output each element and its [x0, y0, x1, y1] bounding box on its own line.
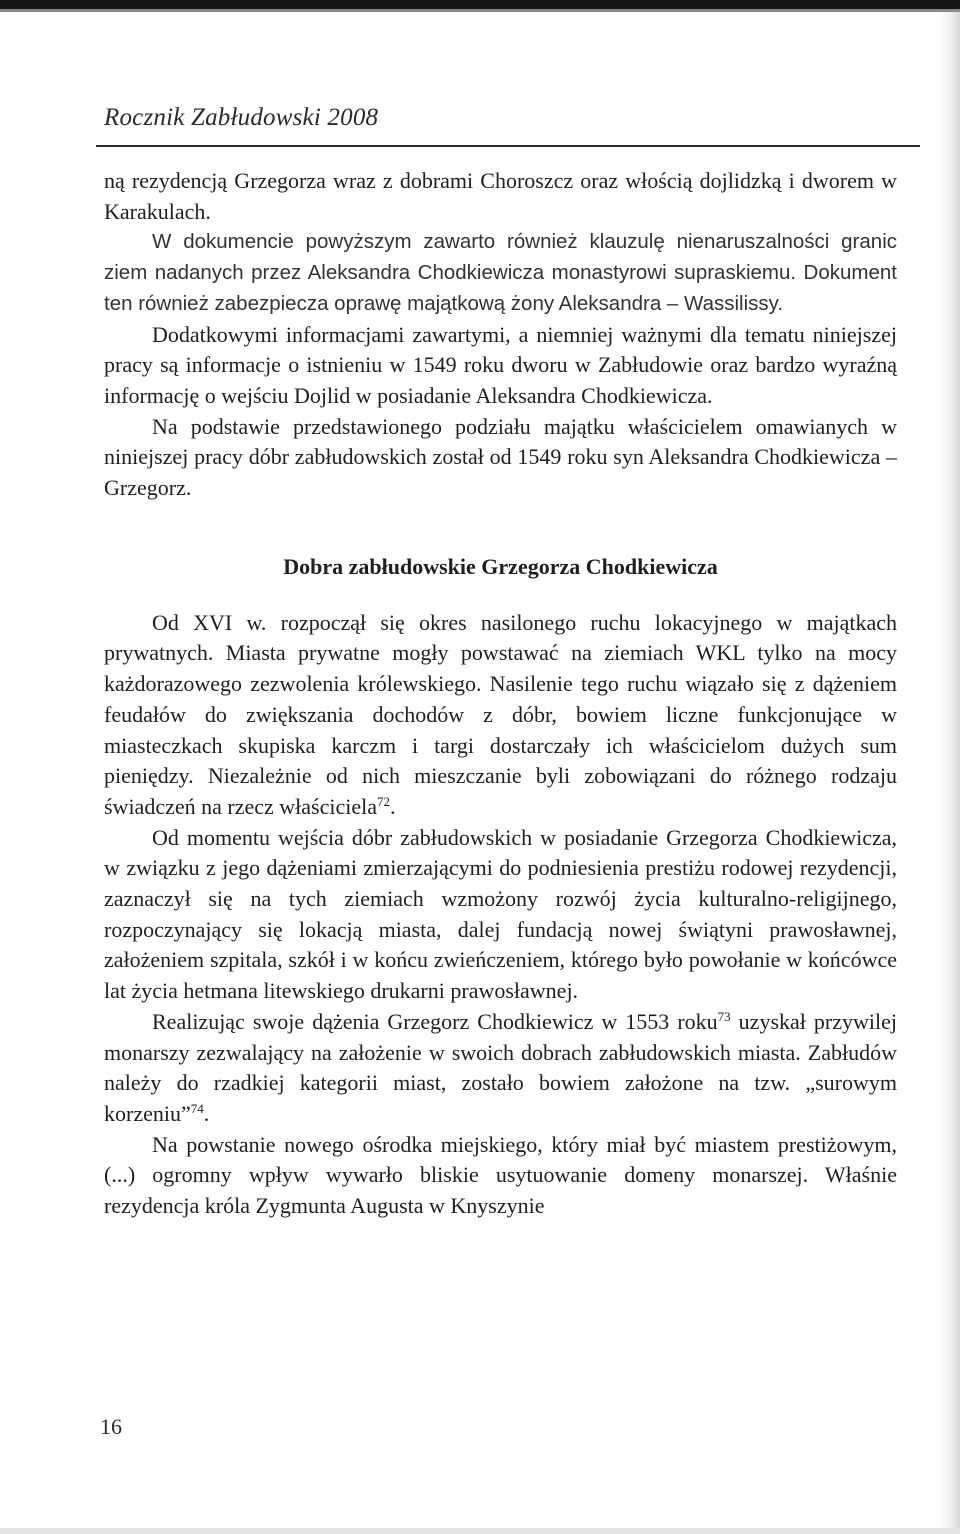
paragraph-end: . — [203, 1100, 210, 1126]
paragraph-clause: W dokumencie powyższym zawarto również klauzulę nienaruszalności granic ziem nadanych przez Aleksandra Chodkiewicza monastyrowi supraskiemu. Dokument ten również zabezpiecza oprawę majątkową żony Aleksandra – Wassilissy. — [104, 230, 897, 315]
spacer — [104, 504, 897, 552]
spacer — [104, 582, 897, 608]
page-body — [104, 166, 897, 1222]
paragraph-cultural-development: Od momentu wejścia dóbr zabłudowskich w posiadanie Grzegorza Chodkiewicza, w związku z jego dążeniami zmierzającymi do podniesienia prestiżu rodowej rezydencji, zaznaczył się na tych ziemiach wzmożony rozwój życia kulturalno-religijnego, rozpoczynający się lokacją miasta, dalej fundacją nowej świątyni prawosławnej, założeniem szpitala, szkół i w końcu zwieńczeniem, którego było powołanie w końcówce lat życia hetmana litewskiego drukarni prawosławnej. — [104, 824, 897, 1004]
paragraph-text: Realizując swoje dążenia Grzegorz Chodkiewicz w 1553 roku — [152, 1008, 718, 1034]
scan-top-border — [0, 0, 960, 9]
scan-right-edge-shadow — [940, 12, 960, 1534]
page-number: 16 — [100, 1414, 122, 1439]
footnote-ref-72: 72 — [377, 793, 390, 809]
running-header-title: Rocznik Zabłudowski 2008 — [104, 104, 379, 131]
paragraph-end: . — [390, 793, 396, 819]
paragraph-text: uzyskał przywilej monarszy zezwalający na założenie w swoich dobrach zabłudowskich miasta. Zabłudów należy do rzadkiej kategorii miast, zostało bowiem założone na tzw. „surowym korzeniu” — [104, 1008, 897, 1126]
header-rule — [96, 145, 920, 147]
scan-bottom-edge — [0, 1528, 960, 1534]
footnote-ref-73: 73 — [717, 1008, 731, 1024]
paragraph-additional-info: Dodatkowymi informacjami zawartymi, a niemniej ważnymi dla tematu niniejszej pracy są informacje o istnieniu w 1549 roku dworu w Zabłudowie oraz bardzo wyraźną informację o wejściu Dojlid w posiadanie Aleksandra Chodkiewicza. — [104, 321, 897, 408]
paragraph-location-movement — [104, 608, 897, 823]
footnote-ref-74: 74 — [190, 1100, 204, 1116]
section-heading: Dobra zabłudowskie Grzegorza Chodkiewicza — [283, 553, 718, 579]
paragraph-new-center: Na powstanie nowego ośrodka miejskiego, który miał być miastem prestiżowym, (...) ogromny wpływ wywarło bliskie usytuowanie domeny monarszej. Właśnie rezydencja króla Zygmunta Augusta w Knyszynie — [104, 1131, 897, 1219]
scan-top-border-shadow — [0, 9, 960, 12]
paragraph-privilege — [104, 1007, 897, 1130]
paragraph-inheritance: Na podstawie przedstawionego podziału majątku właścicielem omawianych w niniejszej pracy dóbr zabłudowskich został od 1549 roku syn Aleksandra Chodkiewicza – Grzegorz. — [104, 413, 897, 501]
paragraph-text: Od XVI w. rozpoczął się okres nasilonego ruchu lokacyjnego w majątkach prywatnych. Miasta prywatne mogły powstawać na ziemiach WKL tylko na mocy każdorazowego zezwolenia królewskiego. Nasilenie tego ruchu wiązało się z dążeniem feudałów do zwiększania dochodów z dóbr, bowiem liczne funkcjonujące w miasteczkach skupiska karczm i targi dostarczały ich właścicielom dużych sum pieniędzy. Niezależnie od nich mieszczanie byli zobowiązani do różnego rodzaju świadczeń na rzecz właściciela — [104, 609, 897, 819]
paragraph-continued: ną rezydencją Grzegorza wraz z dobrami Choroszcz oraz włością dojlidzką i dworem w Karakulach. — [104, 168, 897, 224]
